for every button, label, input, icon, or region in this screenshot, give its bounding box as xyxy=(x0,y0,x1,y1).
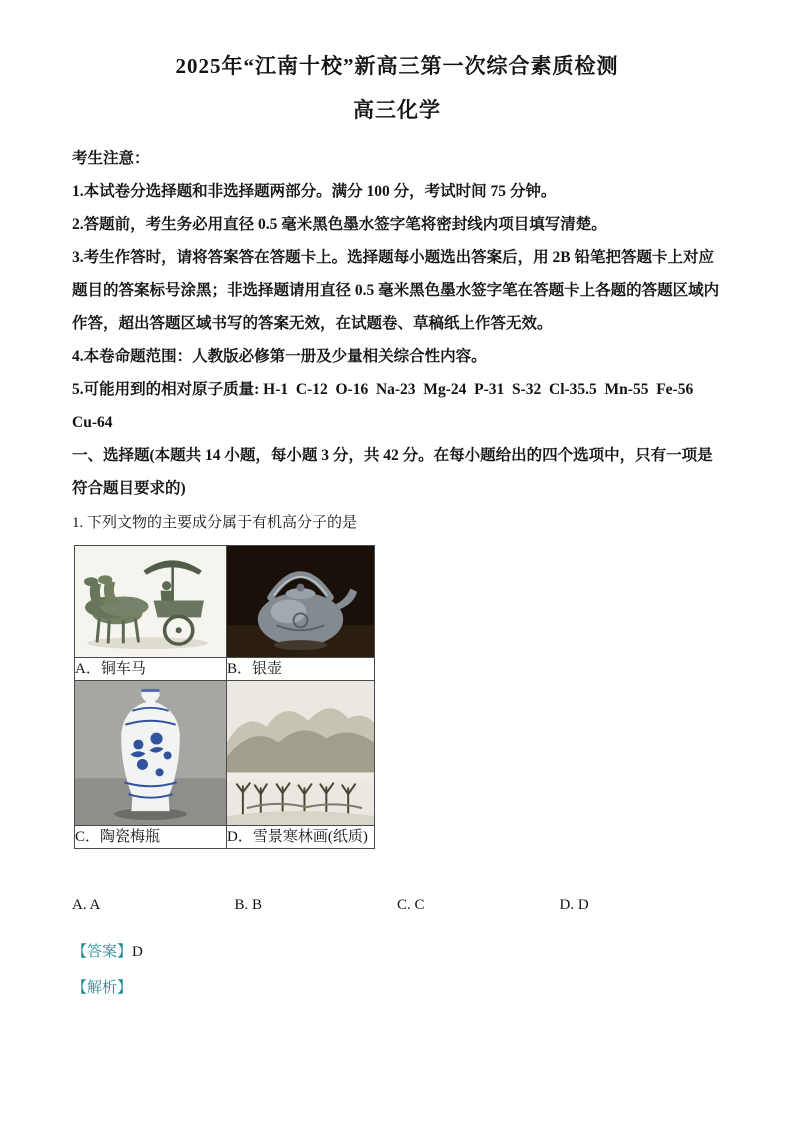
analysis-label: 【解析】 xyxy=(72,980,133,996)
section-1-heading: 一、选择题(本题共 14 小题，每小题 3 分，共 42 分。在每小题给出的四个选项中，只有一项是符合题目要求的) xyxy=(72,447,713,497)
artifact-label-c: C．陶瓷梅瓶 xyxy=(75,826,227,849)
answer-value: D xyxy=(132,944,143,960)
notice-item-2: 2.答题前，考生务必用直径 0.5 毫米黑色墨水签字笔将密封线内项目填写清楚。 xyxy=(72,216,607,233)
choice-d: D. D xyxy=(559,897,589,913)
notice-item-1: 1.本试卷分选择题和非选择题两部分。满分 100 分，考试时间 75 分钟。 xyxy=(72,183,557,200)
notice-item-5: 5.可能用到的相对原子质量: H-1 C-12 O-16 Na-23 Mg-24 P-31 S-32 Cl-35.5 Mn-55 Fe-56 Cu-64 xyxy=(72,381,701,431)
choice-b: B. B xyxy=(234,897,263,913)
bronze-chariot-image xyxy=(75,546,226,657)
artifact-image-cell-a xyxy=(75,546,227,658)
choice-c: C. C xyxy=(397,897,425,913)
answer-line xyxy=(72,941,722,963)
artifact-label-d: D．雪景寒林画(纸质) xyxy=(227,826,375,849)
artifact-image-cell-b xyxy=(227,546,375,658)
question-1-choices-row xyxy=(72,895,722,915)
analysis-line xyxy=(72,977,722,999)
artifact-image-cell-d xyxy=(227,681,375,826)
notice-item-4: 4.本卷命题范围：人教版必修第一册及少量相关综合性内容。 xyxy=(72,348,487,365)
question-1-stem: 1. 下列文物的主要成分属于有机高分子的是 xyxy=(72,515,358,531)
answer-label: 【答案】 xyxy=(72,944,133,960)
porcelain-plum-vase-image xyxy=(75,681,226,825)
candidate-notice-block xyxy=(72,142,722,439)
snow-forest-painting-image xyxy=(227,681,374,825)
artifact-image-cell-c xyxy=(75,681,227,826)
page-title: 2025年“江南十校”新高三第一次综合素质检测 xyxy=(175,54,619,78)
question-1-artifact-table xyxy=(74,545,375,849)
choice-a: A. A xyxy=(72,897,101,913)
page-subtitle: 高三化学 xyxy=(353,98,441,122)
silver-pot-image xyxy=(227,546,374,657)
artifact-label-b: B．银壶 xyxy=(227,658,375,681)
notice-item-3: 3.考生作答时，请将答案答在答题卡上。选择题每小题选出答案后，用 2B 铅笔把答题卡上对应题目的答案标号涂黑；非选择题请用直径 0.5 毫米黑色墨水签字笔在答题卡上各题的答题区域内作答，超出答题区域书写的答案无效，在试题卷、草稿纸上作答无效。 xyxy=(72,249,720,332)
artifact-label-a: A．铜车马 xyxy=(75,658,227,681)
notice-heading: 考生注意： xyxy=(72,150,150,167)
